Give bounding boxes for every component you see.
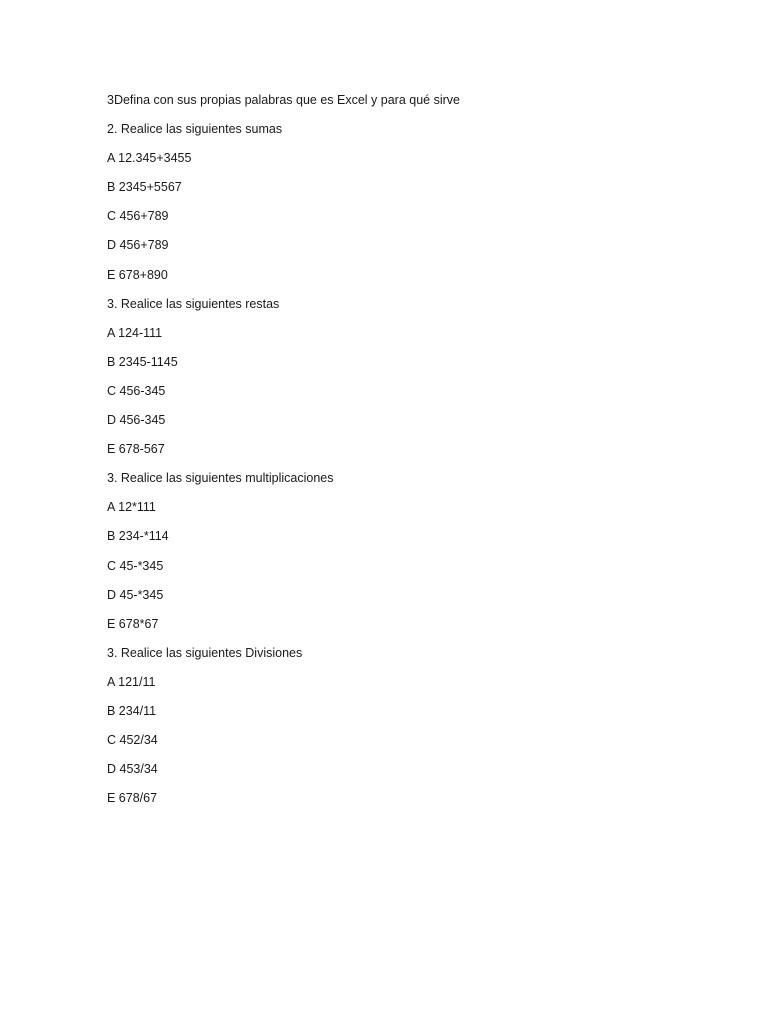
- multiplicacion-item-e: E 678*67: [107, 616, 159, 631]
- heading-restas: 3. Realice las siguientes restas: [107, 296, 280, 311]
- resta-item-a: A 124-111: [107, 325, 163, 340]
- suma-item-e: E 678+890: [107, 267, 168, 282]
- resta-item-e: E 678-567: [107, 442, 165, 457]
- heading-multiplicaciones: 3. Realice las siguientes multiplicaciones: [107, 471, 334, 486]
- division-item-e: E 678/67: [107, 791, 158, 806]
- division-item-a: A 121/11: [107, 674, 156, 689]
- multiplicacion-item-b: B 234-*114: [107, 529, 169, 544]
- division-item-b: B 234/11: [107, 703, 157, 718]
- division-item-d: D 453/34: [107, 762, 158, 777]
- suma-item-d: D 456+789: [107, 238, 169, 253]
- document-body: [107, 91, 707, 818]
- multiplicacion-item-c: C 45-*345: [107, 558, 164, 573]
- suma-item-c: C 456+789: [107, 209, 169, 224]
- question-excel-definition: 3Defina con sus propias palabras que es Excel y para qué sirve: [107, 93, 460, 107]
- resta-item-b: B 2345-1145: [107, 354, 178, 369]
- suma-item-a: A 12.345+3455: [107, 151, 192, 166]
- multiplicacion-item-d: D 45-*345: [107, 587, 164, 602]
- resta-item-d: D 456-345: [107, 413, 166, 428]
- suma-item-b: B 2345+5567: [107, 180, 182, 195]
- resta-item-c: C 456-345: [107, 383, 166, 398]
- heading-divisiones: 3. Realice las siguientes Divisiones: [107, 645, 303, 660]
- multiplicacion-item-a: A 12*111: [107, 500, 156, 515]
- heading-sumas: 2. Realice las siguientes sumas: [107, 122, 283, 137]
- division-item-c: C 452/34: [107, 733, 158, 748]
